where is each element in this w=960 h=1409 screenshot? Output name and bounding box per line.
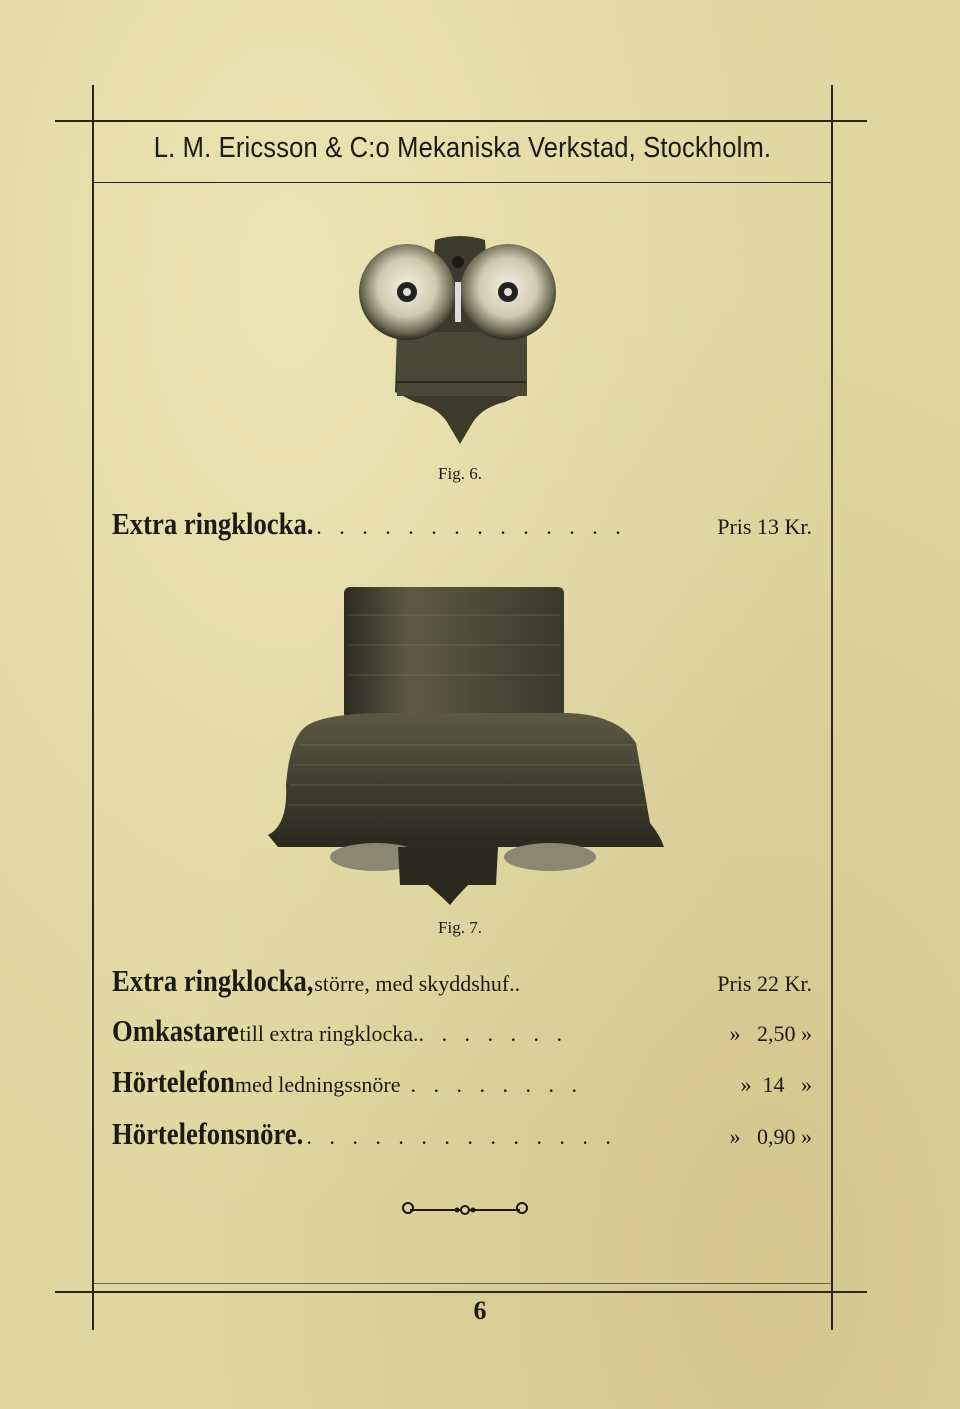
frame-bottom-rule bbox=[55, 1291, 867, 1293]
frame-left-rule bbox=[92, 85, 94, 1330]
header-underline bbox=[92, 182, 833, 183]
fig7-caption: Fig. 7. bbox=[438, 918, 482, 937]
item-hortelefon bbox=[112, 1064, 812, 1100]
item-extra-ringklocka-storre bbox=[112, 963, 812, 999]
frame-right-rule bbox=[831, 85, 833, 1330]
leader-dots: . bbox=[514, 971, 527, 996]
item-price: Pris 22 Kr. bbox=[717, 971, 812, 996]
leader-dots: . . . . . . . . . . . . . . bbox=[316, 514, 627, 539]
item-extra-ringklocka bbox=[112, 506, 812, 542]
decorative-ornament bbox=[400, 1196, 530, 1220]
frame-top-rule bbox=[55, 120, 867, 122]
item-description: med ledningssnöre bbox=[234, 1072, 401, 1097]
fig7-hooded-bell-illustration bbox=[268, 585, 668, 905]
fig6-caption: Fig. 6. bbox=[438, 464, 482, 483]
leader-dots: . . . . . . . . bbox=[410, 1072, 583, 1097]
item-name: Omkastare bbox=[112, 1013, 239, 1048]
item-name: Hörtelefon bbox=[112, 1064, 235, 1099]
item-omkastare bbox=[112, 1013, 812, 1049]
item-hortelefonsnore bbox=[112, 1116, 812, 1152]
page-header: L. M. Ericsson & C:o Mekaniska Verkstad, Stockholm. bbox=[153, 132, 772, 164]
leader-dots: . . . . . . . bbox=[418, 1021, 569, 1046]
item-price: » 14 » bbox=[740, 1072, 812, 1097]
item-name: Extra ringklocka. bbox=[112, 506, 314, 541]
item-name: Extra ringklocka, bbox=[112, 963, 314, 998]
item-price: » 0,90 » bbox=[729, 1124, 812, 1149]
frame-bottom-inner-rule bbox=[92, 1283, 833, 1284]
leader-dots: . . . . . . . . . . . . . . bbox=[306, 1124, 617, 1149]
item-description: större, med skyddshuf. bbox=[314, 971, 515, 996]
page-number: 6 bbox=[473, 1296, 487, 1325]
item-price: Pris 13 Kr. bbox=[717, 514, 812, 539]
item-description: till extra ringklocka. bbox=[239, 1021, 419, 1046]
item-price: » 2,50 » bbox=[729, 1021, 812, 1046]
fig6-bell-illustration bbox=[355, 232, 565, 454]
item-name: Hörtelefonsnöre. bbox=[112, 1116, 304, 1151]
